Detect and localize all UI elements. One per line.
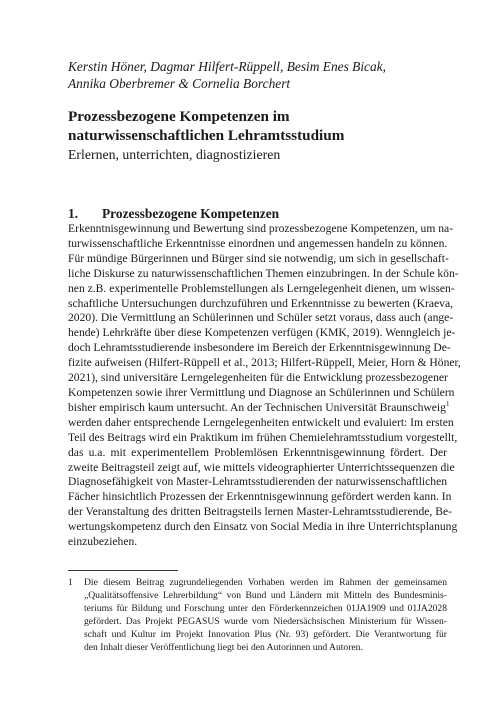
footnote-line: gefördert. Das Projekt PEGASUS wurde vom Niedersächsischen Ministerium für Wissen- xyxy=(84,616,447,627)
text-line: das u.a. mit experimentellem Problemlösen Erkenntnisgewinnung fördert. Der xyxy=(68,445,447,459)
title-line: naturwissenschaftlichen Lehramtsstudium xyxy=(68,127,345,144)
text-line: Fächer hinsichtlich Prozessen der Erkenntnisgewinnung gefördert werden kann. In xyxy=(68,490,452,504)
footnote-number: 1 xyxy=(68,577,73,588)
author-list xyxy=(68,58,448,92)
section-heading xyxy=(68,205,448,222)
text-line: einzubeziehen. xyxy=(68,535,138,549)
text-line: Kompetenzen sowie ihrer Vermittlung und Diagnose an Schülerinnen und Schülern xyxy=(68,385,455,399)
author-line: Kerstin Höner, Dagmar Hilfert-Rüppell, Besim Enes Bicak, xyxy=(68,59,386,74)
text-line: wertungskompetenz durch den Einsatz von Social Media in ihre Unterrichtsplanung xyxy=(68,520,458,534)
section-number: 1. xyxy=(68,206,79,221)
footnote-reference[interactable]: 1 xyxy=(445,400,450,409)
article-title xyxy=(68,107,448,145)
footnote-line: teriums für Bildung und Forschung unter den Förderkennzeichen 01JA1909 und 01JA2028 xyxy=(84,603,447,614)
text-line: werden daher entsprechende Lerngelegenheiten entwickelt und evaluiert: Im ersten xyxy=(68,415,454,429)
footnote-line: „Qualitätsoffensive Lehrerbildung“ von Bund und Ländern mit Mitteln des Bundesminis- xyxy=(84,590,447,601)
text-line: doch Lehramtsstudierende insbesondere im Bereich der Erkenntnisgewinnung De- xyxy=(68,341,451,355)
text-fragment: bisher empirisch kaum untersucht. An der Technischen Universität Braunschweig xyxy=(68,400,446,414)
footnote-line: Die diesem Beitrag zugrundeliegenden Vorhaben werden im Rahmen der gemeinsamen xyxy=(84,577,447,588)
section-title: Prozessbezogene Kompetenzen xyxy=(102,206,280,221)
text-line: Für mündige Bürgerinnen und Bürger sind sie notwendig, um sich in gesellschaft- xyxy=(68,251,449,265)
text-line: hende) Lehrkräfte über diese Kompetenzen verfügen (KMK, 2019). Wenngleich je- xyxy=(68,326,456,340)
text-line: zweite Beitragsteil zeigt auf, wie mittels videographierter Unterrichtssequenzen die xyxy=(68,460,455,474)
text-line: nen z.B. experimentelle Problemstellungen als Lerngelegenheit dienen, um wissen- xyxy=(68,281,455,295)
text-line: Diagnosefähigkeit von Master-Lehramtsstudierenden der naturwissenschaftlichen xyxy=(68,475,448,489)
text-line: Teil des Beitrags wird ein Praktikum im frühen Chemielehramtsstudium vorgestellt, xyxy=(68,430,458,444)
article-subtitle: Erlernen, unterrichten, diagnostizieren xyxy=(68,147,281,162)
text-line: der Veranstaltung des dritten Beitragsteils lernen Master-Lehramtsstudierende, Be- xyxy=(68,505,452,519)
text-line: Erkenntnisgewinnung und Bewertung sind prozessbezogene Kompetenzen, um na- xyxy=(68,222,454,235)
footnote-text xyxy=(84,576,447,654)
text-line: schaftliche Untersuchungen durchzuführen und Erkenntnisse zu bewerten (Kraeva, xyxy=(68,296,454,310)
text-line-with-footnote xyxy=(68,400,450,416)
footnote-divider xyxy=(68,570,178,571)
footnote-line: den Inhalt dieser Veröffentlichung liegt bei den Autorinnen und Autoren. xyxy=(84,642,363,653)
footnote-line: schaft und Kultur im Projekt Innovation Plus (Nr. 93) gefördert. Die Verantwortung für xyxy=(84,629,447,640)
footnote xyxy=(68,576,447,654)
text-line: liche Diskurse zu naturwissenschaftlichen Themen einzubringen. In der Schule kön- xyxy=(68,266,459,280)
text-line: fizite aufweisen (Hilfert-Rüppell et al., 2013; Hilfert-Rüppell, Meier, Horn & Höner, xyxy=(68,356,461,370)
body-text xyxy=(68,222,461,550)
text-line: 2021), sind universitäre Lerngelegenheiten für die Entwicklung prozessbezogener xyxy=(68,371,448,385)
author-line: Annika Oberbremer & Cornelia Borchert xyxy=(68,76,291,91)
text-line: 2020). Die Vermittlung an Schülerinnen und Schüler setzt voraus, dass auch (ange- xyxy=(68,311,454,325)
text-line: turwissenschaftliche Erkenntnisse einordnen und angemessen handeln zu können. xyxy=(68,236,448,250)
title-line: Prozessbezogene Kompetenzen im xyxy=(68,108,290,125)
